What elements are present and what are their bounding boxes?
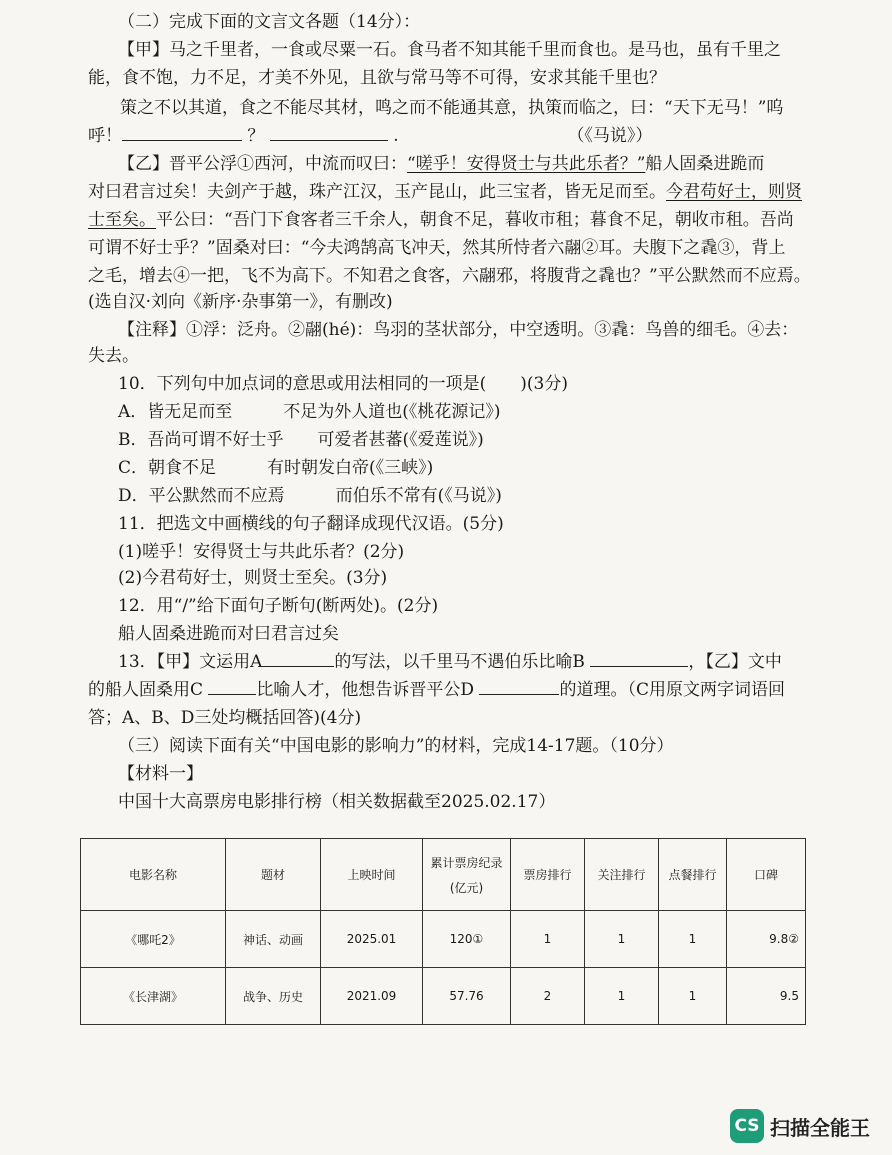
table-cell: 《哪吒2》 [81, 911, 226, 968]
yi-line-2: 对曰君言过矣！夫剑产于越，珠产江汉，玉产昆山，此三宝者，皆无足而至。今君苟好士，则贤 [88, 182, 802, 202]
blank-a[interactable] [262, 650, 334, 667]
table-cell: 2 [511, 968, 585, 1025]
table-cell: 1 [659, 968, 727, 1025]
table-cell: 9.5 [727, 968, 806, 1025]
table-row [81, 968, 806, 1025]
table-cell: 1 [659, 911, 727, 968]
table-cell: 1 [585, 968, 659, 1025]
header-cell: 累计票房纪录 (亿元) [423, 839, 511, 911]
question-12: 12．用“/”给下面句子断句(断两处)。(2分) [118, 596, 439, 616]
blank-c[interactable] [208, 678, 256, 695]
yi-source: (选自汉·刘向《新序·杂事第一》，有删改) [88, 292, 393, 312]
blank-d[interactable] [479, 678, 559, 695]
table-cell: 9.8② [727, 911, 806, 968]
yi-line-5: 之毛，增去④一把，飞不为高下。不知君之食客，六翮邪，将腹背之毳也？”平公默然而不应焉。 [88, 266, 811, 286]
table-cell: 《长津湖》 [81, 968, 226, 1025]
q10-option-d: D．平公默然而不应焉 而伯乐不常有(《马说》) [118, 486, 502, 506]
underlined-sentence-2b: 士至矣。 [88, 210, 156, 230]
table-header-row [81, 839, 806, 911]
header-cell: 点餐排行 [659, 839, 727, 911]
header-cell: 电影名称 [81, 839, 226, 911]
blank-b[interactable] [590, 650, 688, 667]
scanner-watermark [730, 1108, 870, 1144]
q10-option-b: B．吾尚可谓不好士乎 可爱者甚蕃(《爱莲说》) [118, 430, 484, 450]
q10-option-c: C．朝食不足 有时朝发白帝(《三峡》) [118, 458, 434, 478]
q11-part-1: (1)嗟乎！安得贤士与共此乐者？(2分) [118, 542, 405, 562]
table-cell: 1 [585, 911, 659, 968]
table-cell: 57.76 [423, 968, 511, 1025]
jia-label: 【甲】 [118, 40, 169, 60]
jia-line-3: 策之不以其道，食之不能尽其材，鸣之而不能通其意，执策而临之，曰：“天下无马！”呜 [120, 98, 784, 118]
header-cell: 关注排行 [585, 839, 659, 911]
header-cell: 题材 [226, 839, 321, 911]
jia-line-2: 能，食不饱，力不足，才美不外见，且欲与常马等不可得，安求其能千里也？ [88, 68, 666, 88]
yi-line-1: 【乙】晋平公浮①西河，中流而叹曰：“嗟乎！安得贤士与共此乐者？”船人固桑进跪而 [118, 154, 765, 174]
section3-heading: （三）阅读下面有关“中国电影的影响力”的材料，完成14-17题。（10分） [118, 736, 674, 756]
note-line-1: 【注释】①浮：泛舟。②翮(hé)：鸟羽的茎状部分，中空透明。③毳：鸟兽的细毛。④去： [118, 320, 799, 340]
q10-option-a: A．皆无足而至 不足为外人道也(《桃花源记》) [118, 402, 501, 422]
watermark-text: 扫描全能王 [770, 1115, 870, 1140]
table-cell: 2021.09 [321, 968, 423, 1025]
question-13-line-1: 13．【甲】文运用A 的写法，以千里马不遇伯乐比喻B ，【乙】文中 [118, 652, 782, 672]
header-cell: 口碑 [727, 839, 806, 911]
header-cell: 票房排行 [511, 839, 585, 911]
table-cell: 2025.01 [321, 911, 423, 968]
yi-line-4: 可谓不好士乎？”固桑对曰：“今夫鸿鹄高飞冲天，然其所恃者六翮②耳。夫腹下之毳③，背上 [88, 238, 786, 258]
yi-label: 【乙】 [118, 154, 169, 174]
material-label: 【材料一】 [118, 764, 203, 784]
question-11: 11．把选文中画横线的句子翻译成现代汉语。(5分) [118, 514, 504, 534]
table-cell: 战争、历史 [226, 968, 321, 1025]
table-cell: 120① [423, 911, 511, 968]
jia-source: （《马说》） [567, 126, 653, 146]
question-13-line-2: 的船人固桑用C 比喻人才，他想告诉晋平公D 的道理。（C用原文两字词语回 [88, 680, 785, 700]
table-cell: 神话、动画 [226, 911, 321, 968]
note-line-2: 失去。 [88, 346, 139, 366]
blank-1[interactable] [122, 124, 242, 141]
table-row [81, 911, 806, 968]
question-13-line-3: 答；A、B、D三处均概括回答)(4分) [88, 708, 362, 728]
table-title: 中国十大高票房电影排行榜（相关数据截至2025.02.17） [118, 792, 556, 812]
underlined-sentence-1: “嗟乎！安得贤士与共此乐者？” [407, 154, 646, 174]
q12-sentence: 船人固桑进跪而对曰君言过矣 [118, 624, 339, 644]
header-cell: 上映时间 [321, 839, 423, 911]
table-cell: 1 [511, 911, 585, 968]
q11-part-2: (2)今君苟好士，则贤士至矣。(3分) [118, 568, 388, 588]
camscanner-logo-icon: CS [730, 1109, 764, 1143]
box-office-table [80, 838, 806, 1025]
jia-line-4: 呼！ ？ . （《马说》） [88, 126, 653, 146]
blank-2[interactable] [270, 124, 388, 141]
jia-line-1: 【甲】马之千里者，一食或尽粟一石。食马者不知其能千里而食也。是马也，虽有千里之 [118, 40, 781, 60]
question-10: 10．下列句中加点词的意思或用法相同的一项是( )(3分) [118, 374, 568, 394]
section2-heading: （二）完成下面的文言文各题（14分）： [118, 12, 421, 32]
underlined-sentence-2a: 今君苟好士，则贤 [666, 182, 802, 202]
yi-line-3: 士至矣。平公曰：“吾门下食客者三千余人，朝食不足，暮收市租；暮食不足，朝收市租。吾尚 [88, 210, 794, 230]
